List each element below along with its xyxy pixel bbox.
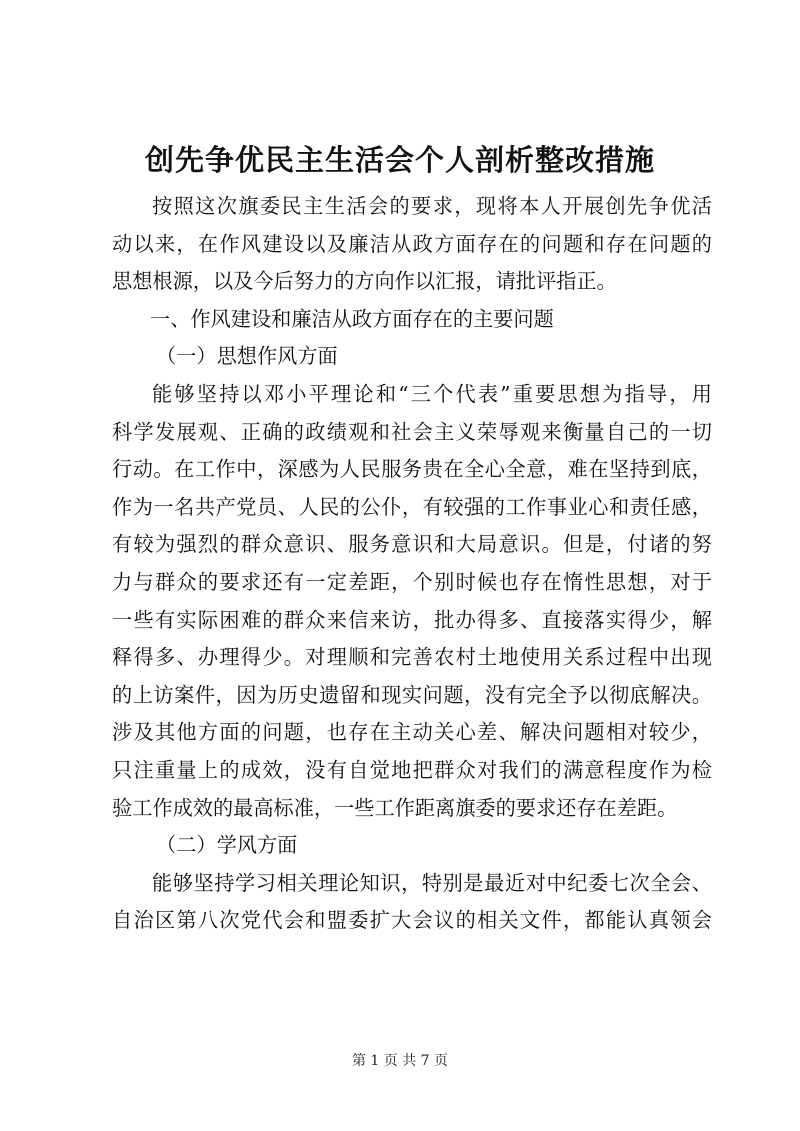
paragraph-line: 释得多、办理得少。对理顺和完善农村土地使用关系过程中出现 [112, 645, 712, 670]
paragraph-study-style [112, 865, 712, 940]
paragraph-line: 涉及其他方面的问题，也存在主动关心差、解决问题相对较少， [112, 720, 712, 745]
paragraph-line: 科学发展观、正确的政绩观和社会主义荣辱观来衡量自己的一切 [112, 419, 712, 444]
paragraph-line: 一些有实际困难的群众来信来访，批办得多、直接落实得少，解 [112, 607, 712, 632]
paragraph-line: 力与群众的要求还有一定差距，个别时候也存在惰性思想，对于 [112, 569, 712, 594]
paragraph-line: 行动。在工作中，深感为人民服务贵在全心全意，难在坚持到底， [112, 457, 712, 482]
paragraph-intro [112, 188, 712, 301]
paragraph-line: 只注重量上的成效，没有自觉地把群众对我们的满意程度作为检 [112, 757, 712, 782]
section-heading: 一、作风建设和廉洁从政方面存在的主要问题 [150, 306, 554, 331]
paragraph-line: 作为一名共产党员、人民的公仆，有较强的工作事业心和责任感， [112, 494, 712, 519]
paragraph-thought-style [112, 376, 712, 827]
paragraph-line: 验工作成效的最高标准，一些工作距离旗委的要求还存在差距。 [112, 795, 678, 820]
paragraph-line: 能够坚持以邓小平理论和“三个代表”重要思想为指导，用 [152, 381, 712, 406]
paragraph-line: 自治区第八次党代会和盟委扩大会议的相关文件，都能认真领会 [112, 908, 712, 933]
paragraph-line: 按照这次旗委民主生活会的要求，现将本人开展创先争优活 [152, 194, 712, 218]
subsection-heading: （一）思想作风方面 [156, 344, 338, 369]
paragraph-line: 的上访案件，因为历史遗留和现实问题，没有完全予以彻底解决。 [112, 682, 712, 707]
paragraph-line: 有较为强烈的群众意识、服务意识和大局意识。但是，付诸的努 [112, 532, 712, 557]
subsection-heading: （二）学风方面 [156, 833, 298, 858]
document-body [112, 188, 712, 940]
paragraph-line: 动以来，在作风建设以及廉洁从政方面存在的问题和存在问题的 [112, 231, 712, 256]
page-title: 创先争优民主生活会个人剖析整改措施 [144, 143, 655, 177]
paragraph-line: 思想根源，以及今后努力的方向作以汇报，请批评指正。 [112, 269, 617, 294]
page-footer: 第 1 页 共 7 页 [351, 1053, 449, 1069]
paragraph-line: 能够坚持学习相关理论知识，特别是最近对中纪委七次全会、 [152, 870, 712, 895]
